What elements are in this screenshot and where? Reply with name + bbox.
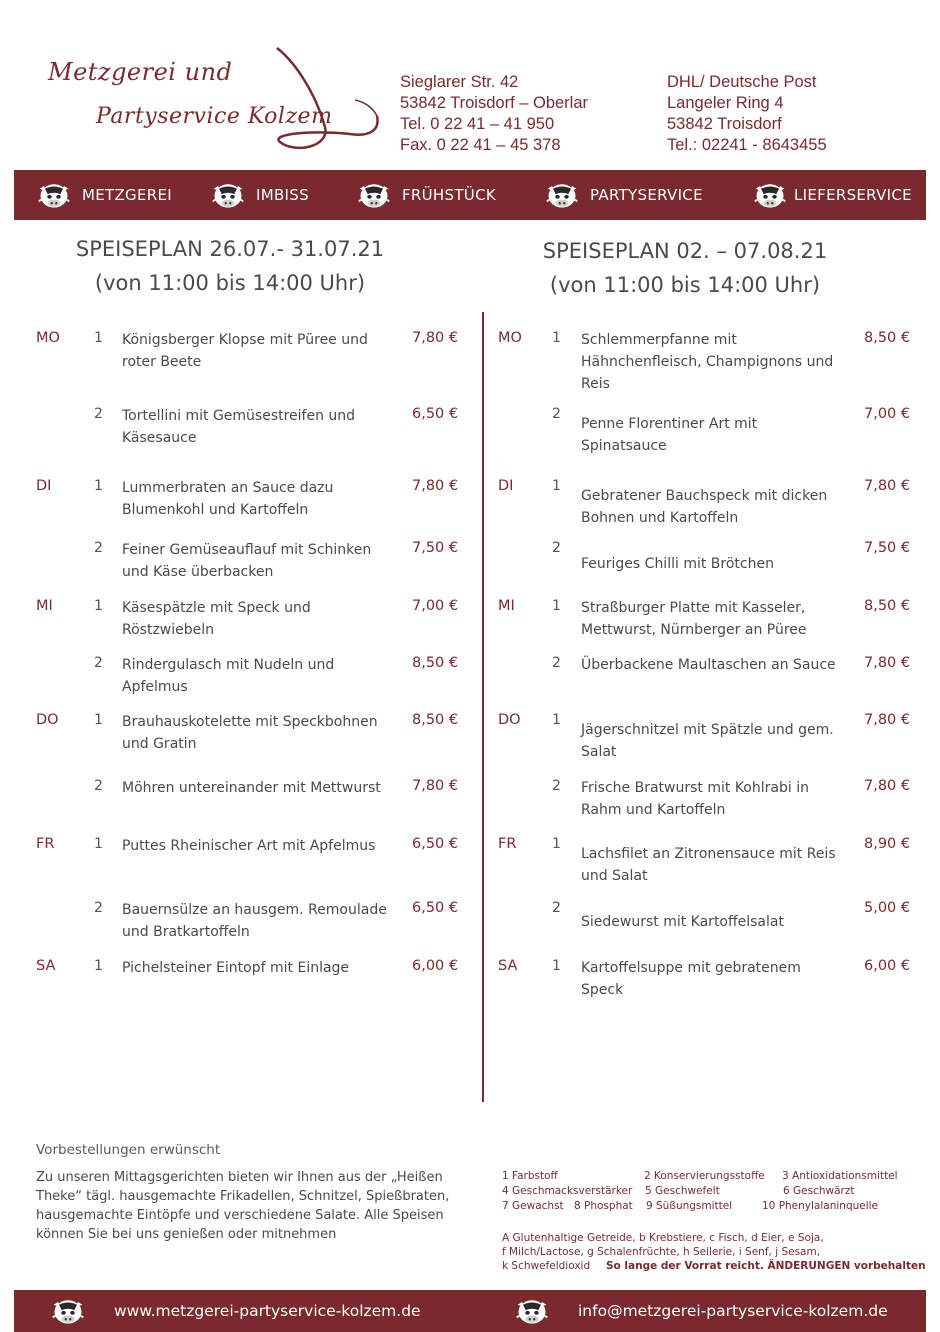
address-line: 53842 Troisdorf – Oberlar	[400, 94, 589, 112]
cow-icon	[544, 180, 580, 210]
additive-8: 8 Phosphat	[574, 1200, 633, 1212]
nav-label: METZGEREI	[82, 186, 172, 204]
dish-number: 1	[94, 712, 103, 728]
dish-number: 1	[94, 478, 103, 494]
dish-price: 7,00 €	[864, 406, 911, 422]
preorder-note: Vorbestellungen erwünscht	[36, 1142, 221, 1158]
day-label: SA	[498, 958, 518, 974]
dish-number: 1	[94, 958, 103, 974]
dish-name: Puttes Rheinischer Art mit Apfelmus	[122, 838, 376, 854]
nav-label: IMBISS	[256, 186, 309, 204]
dish-number: 2	[94, 778, 103, 794]
cow-icon	[356, 180, 392, 210]
dish-name: Käsespätzle mit Speck und Röstzwiebeln	[122, 600, 311, 638]
nav-lieferservice	[752, 170, 912, 220]
intro-text: Zu unseren Mittagsgerichten bieten wir Ihnen aus der „Heißen Theke“ tägl. hausgemachte Frikadellen, Schnitzel, Spießbraten, hausgemachte Eintöpfe und verschiedene Salate. Alle Speisen können Sie bei uns genießen oder mitnehmen	[36, 1170, 450, 1242]
dish-name: Feiner Gemüseauflauf mit Schinken und Käse überbacken	[122, 542, 372, 580]
address-line: Sieglarer Str. 42	[400, 73, 519, 91]
dish-name: Lachsfilet an Zitronensauce mit Reis und Salat	[581, 846, 836, 884]
day-label: MO	[498, 330, 522, 346]
dish-number: 1	[552, 330, 561, 346]
allergen-line: k Schwefeldioxid	[502, 1260, 591, 1272]
shop-address	[400, 72, 588, 156]
logo-line-1: Metzgerei und	[48, 58, 233, 86]
day-label: SA	[36, 958, 56, 974]
dish-price: 6,00 €	[864, 958, 911, 974]
dhl-line: 53842 Troisdorf	[667, 115, 782, 133]
dish-name: Lummerbraten an Sauce dazu Blumenkohl und Kartoffeln	[122, 480, 334, 518]
dish-price: 8,50 €	[412, 712, 459, 728]
additive-9: 9 Süßungsmittel	[646, 1200, 733, 1212]
day-label: MI	[36, 598, 53, 614]
dish-name: Schlemmerpfanne mit Hähnchenfleisch, Champignons und Reis	[581, 332, 834, 392]
cow-icon	[50, 1296, 86, 1326]
column-divider	[482, 312, 484, 1102]
additive-3: 3 Antioxidationsmittel	[782, 1170, 898, 1182]
dish-price: 7,50 €	[412, 540, 459, 556]
dish-number: 1	[552, 958, 561, 974]
dish-name: Jägerschnitzel mit Spätzle und gem. Salat	[581, 722, 834, 760]
dish-price: 7,80 €	[412, 478, 459, 494]
website-link[interactable]: www.metzgerei-partyservice-kolzem.de	[114, 1302, 421, 1320]
cow-icon	[36, 180, 72, 210]
dish-name: Frische Bratwurst mit Kohlrabi in Rahm und Kartoffeln	[581, 780, 809, 818]
cow-icon	[210, 180, 246, 210]
logo-swirl-icon	[255, 42, 385, 162]
dish-price: 7,80 €	[412, 778, 459, 794]
dish-number: 2	[552, 655, 561, 671]
day-label: DI	[36, 478, 52, 494]
additive-5: 5 Geschwefelt	[645, 1185, 720, 1197]
nav-label: PARTYSERVICE	[590, 186, 703, 204]
dish-name: Pichelsteiner Eintopf mit Einlage	[122, 960, 350, 976]
dish-number: 2	[94, 655, 103, 671]
nav-metzgerei	[36, 170, 172, 220]
day-label: DI	[498, 478, 514, 494]
address-line: Fax. 0 22 41 – 45 378	[400, 136, 561, 154]
dish-name: Gebratener Bauchspeck mit dicken Bohnen und Kartoffeln	[581, 488, 828, 526]
dhl-address	[667, 72, 827, 156]
dish-number: 2	[552, 406, 561, 422]
week-2-title: SPEISEPLAN 02. – 07.08.21	[542, 239, 828, 263]
dish-number: 2	[552, 900, 561, 916]
nav-imbiss	[210, 170, 309, 220]
additive-7: 7 Gewachst	[502, 1200, 564, 1212]
email-link[interactable]: info@metzgerei-partyservice-kolzem.de	[578, 1302, 888, 1320]
dish-price: 6,00 €	[412, 958, 459, 974]
week-2-hours: (von 11:00 bis 14:00 Uhr)	[549, 273, 821, 297]
dish-number: 2	[94, 406, 103, 422]
category-bar	[14, 170, 926, 220]
dish-name: Bauernsülze an hausgem. Remoulade und Bratkartoffeln	[122, 902, 387, 940]
dish-price: 8,50 €	[864, 330, 911, 346]
additive-10: 10 Phenylalaninquelle	[762, 1200, 879, 1212]
dish-number: 1	[552, 598, 561, 614]
day-label: DO	[36, 712, 59, 728]
dish-name: Siedewurst mit Kartoffelsalat	[581, 914, 784, 930]
dish-price: 8,50 €	[412, 655, 459, 671]
dish-price: 7,80 €	[864, 778, 911, 794]
dhl-line: Tel.: 02241 - 8643455	[667, 136, 827, 154]
dish-name: Feuriges Chilli mit Brötchen	[581, 556, 774, 572]
dish-number: 2	[94, 540, 103, 556]
dish-name: Tortellini mit Gemüsestreifen und Käsesauce	[122, 408, 356, 446]
dish-name: Penne Florentiner Art mit Spinatsauce	[581, 416, 758, 454]
dish-number: 1	[552, 478, 561, 494]
dish-price: 7,80 €	[864, 478, 911, 494]
dish-price: 8,50 €	[864, 598, 911, 614]
dish-name: Kartoffelsuppe mit gebratenem Speck	[581, 960, 801, 998]
dish-number: 2	[552, 778, 561, 794]
dish-price: 7,80 €	[412, 330, 459, 346]
dish-price: 6,50 €	[412, 900, 459, 916]
dish-price: 5,00 €	[864, 900, 911, 916]
day-label: FR	[498, 836, 517, 852]
dish-number: 1	[94, 836, 103, 852]
dish-number: 1	[552, 712, 561, 728]
dish-number: 1	[94, 598, 103, 614]
dish-price: 7,50 €	[864, 540, 911, 556]
logo-line-2: Partyservice Kolzem	[96, 104, 333, 129]
address-line: Tel. 0 22 41 – 41 950	[400, 115, 555, 133]
dish-price: 7,80 €	[864, 712, 911, 728]
nav-label: LIEFERSERVICE	[794, 186, 912, 204]
week-1-title: SPEISEPLAN 26.07.- 31.07.21	[75, 237, 385, 261]
footer-bar	[14, 1290, 926, 1332]
week-1-heading	[30, 232, 430, 300]
disclaimer: So lange der Vorrat reicht. ÄNDERUNGEN vorbehalten	[606, 1260, 926, 1272]
additive-2: 2 Konservierungsstoffe	[644, 1170, 765, 1182]
dhl-line: Langeler Ring 4	[667, 94, 784, 112]
additive-1: 1 Farbstoff	[502, 1170, 558, 1182]
week-1-hours: (von 11:00 bis 14:00 Uhr)	[94, 271, 366, 295]
allergen-line: f Milch/Lactose, g Schalenfrüchte, h Sellerie, i Senf, j Sesam,	[502, 1246, 821, 1258]
dish-name: Möhren untereinander mit Mettwurst	[122, 780, 381, 796]
nav-partyservice	[544, 170, 703, 220]
nav-fruehstueck	[356, 170, 496, 220]
dish-price: 7,00 €	[412, 598, 459, 614]
dish-price: 6,50 €	[412, 836, 459, 852]
dhl-line: DHL/ Deutsche Post	[667, 73, 817, 91]
day-label: FR	[36, 836, 55, 852]
footer-email[interactable]	[514, 1290, 888, 1332]
nav-label: FRÜHSTÜCK	[402, 186, 496, 204]
dish-number: 2	[94, 900, 103, 916]
day-label: MI	[498, 598, 515, 614]
dish-name: Rindergulasch mit Nudeln und Apfelmus	[122, 657, 335, 695]
day-label: DO	[498, 712, 521, 728]
dish-price: 8,90 €	[864, 836, 911, 852]
dish-name: Überbackene Maultaschen an Sauce	[581, 657, 836, 673]
dish-price: 6,50 €	[412, 406, 459, 422]
dish-price: 7,80 €	[864, 655, 911, 671]
dish-number: 1	[94, 330, 103, 346]
dish-number: 2	[552, 540, 561, 556]
additive-6: 6 Geschwärzt	[783, 1185, 855, 1197]
day-label: MO	[36, 330, 60, 346]
cow-icon	[514, 1296, 550, 1326]
cow-icon	[752, 180, 788, 210]
dish-name: Brauhauskotelette mit Speckbohnen und Gratin	[122, 714, 378, 752]
dish-number: 1	[552, 836, 561, 852]
additive-4: 4 Geschmacksverstärker	[502, 1185, 633, 1197]
footer-website[interactable]	[50, 1290, 421, 1332]
dish-name: Königsberger Klopse mit Püree und roter Beete	[122, 332, 368, 370]
week-2-heading	[485, 234, 885, 302]
dish-name: Straßburger Platte mit Kasseler, Mettwurst, Nürnberger an Püree	[581, 600, 807, 638]
allergen-line: A Glutenhaltige Getreide, b Krebstiere, c Fisch, d Eier, e Soja,	[502, 1232, 824, 1244]
